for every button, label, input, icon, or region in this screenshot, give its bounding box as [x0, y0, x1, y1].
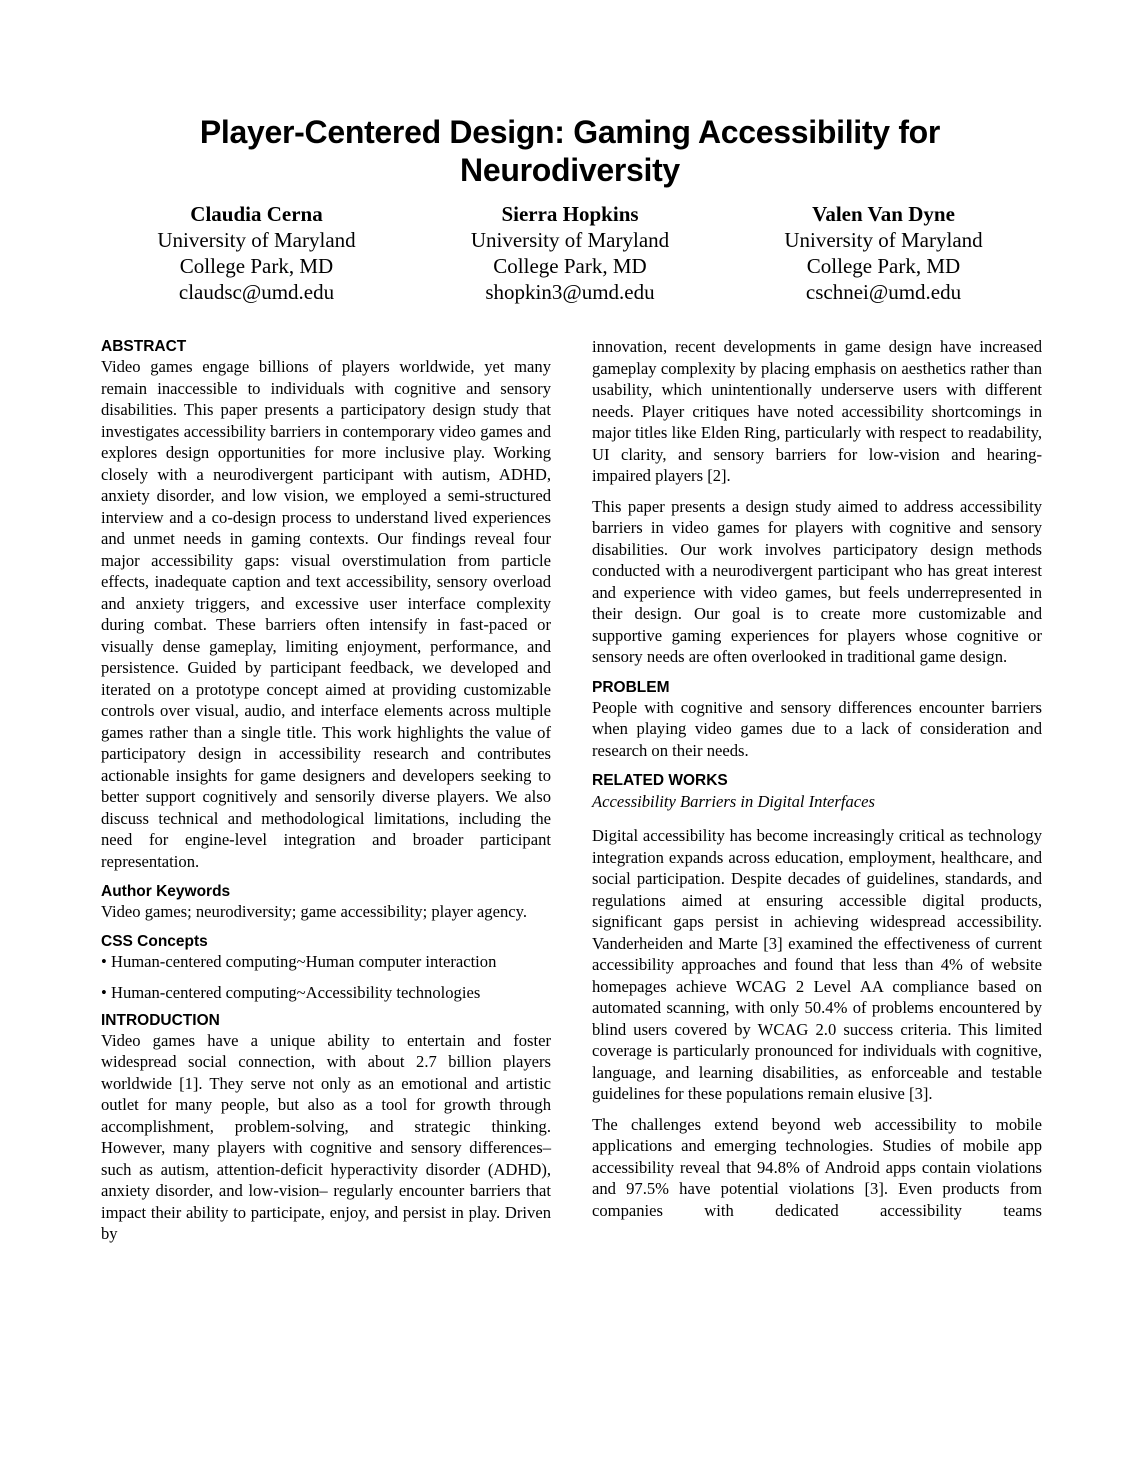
introduction-heading: INTRODUCTION	[101, 1011, 220, 1029]
author-name: Claudia Cerna	[190, 202, 323, 226]
author-affiliation: University of Maryland	[157, 228, 356, 252]
introduction-paragraph: innovation, recent developments in game design have increased gameplay complexity by placing emphasis on aesthetics rather than usability, which unintentionally underserve users with different needs. Player critiques have noted accessibility shortcomings in major titles like Elden Ring, particularly with respect to readability, UI clarity, and sensory barriers for low-vision and hearing-impaired players [2].	[592, 337, 1042, 485]
author-affiliation: University of Maryland	[784, 228, 983, 252]
keywords-heading: Author Keywords	[101, 883, 231, 900]
problem-text: People with cognitive and sensory differences encounter barriers when playing video games due to a lack of consideration and research on their needs.	[592, 697, 1042, 760]
author-location: College Park, MD	[179, 254, 334, 278]
author-location: College Park, MD	[493, 254, 647, 278]
concept-item: • Human-centered computing~Accessibility technologies	[101, 983, 481, 1002]
related-works-heading: RELATED WORKS	[592, 772, 728, 789]
author-email: cschnei@umd.edu	[805, 280, 962, 304]
author-name: Valen Van Dyne	[812, 202, 955, 226]
introduction-paragraph: This paper presents a design study aimed to address accessibility barriers in video games for players with cognitive and sensory disabilities. Our work involves participatory design methods conducted with a neurodivergent participant who has great interest and experience with video games, but feels underrepresented in their design. Our goal is to create more customizable and supportive gaming experiences for players whose cognitive or sensory needs are often overlooked in traditional game design.	[592, 496, 1042, 666]
keywords-text: Video games; neurodiversity; game accessibility; player agency.	[101, 902, 527, 921]
author-1	[100, 201, 413, 305]
problem-heading: PROBLEM	[592, 678, 670, 696]
related-works-subheading: Accessibility Barriers in Digital Interfaces	[592, 792, 875, 811]
introduction-paragraph: Video games have a unique ability to entertain and foster widespread social connection, with about 2.7 billion players worldwide [1]. They serve not only as an emotional and artistic outlet for many people, but also as a tool for growth through accomplishment, problem-solving, and strategic thinking. However, many players with cognitive and sensory differences– such as autism, attention-deficit hyperactivity disorder (ADHD), anxiety disorder, and low-vision– regularly encounter barriers that impact their ability to participate, enjoy, and persist in play. Driven by	[101, 1030, 551, 1243]
paper-title: Player-Centered Design: Gaming Accessibility for Neurodiversity	[199, 114, 941, 188]
right-column	[592, 336, 1042, 1230]
concept-item: • Human-centered computing~Human computer interaction	[101, 951, 497, 971]
author-affiliation: University of Maryland	[470, 228, 670, 252]
related-works-paragraph: Digital accessibility has become increasingly critical as technology integration expands across education, employment, healthcare, and social participation. Despite decades of guidelines, standards, and regulations aimed at ensuring accessible digital products, significant gaps persist in achieving widespread accessibility. Vanderheiden and Marte [3] examined the effectiveness of current accessibility approaches and found that less than 4% of website homepages achieve WCAG 2 Level AA compliance based on automated scanning, with only 50.4% of problems encountered by blind users covered by WCAG 2.0 success criteria. This limited coverage is particularly pronounced for individuals with cognitive, language, and learning disabilities, as enforceable and testable guidelines for these populations remain elusive [3].	[592, 826, 1042, 1103]
author-location: College Park, MD	[806, 254, 961, 278]
related-works-paragraph: The challenges extend beyond web accessibility to mobile applications and emerging technologies. Studies of mobile app accessibility reveal that 94.8% of Android apps contain violations and 97.5% have potential violations [3]. Even products from companies with dedicated accessibility teams	[592, 1114, 1042, 1220]
left-column	[101, 336, 551, 1254]
author-name: Sierra Hopkins	[501, 202, 639, 226]
author-email: shopkin3@umd.edu	[485, 280, 655, 304]
author-block	[100, 201, 1040, 305]
abstract-heading: ABSTRACT	[101, 338, 187, 355]
author-email: claudsc@umd.edu	[178, 280, 335, 304]
author-3	[727, 201, 1040, 305]
abstract-text: Video games engage billions of players worldwide, yet many remain inaccessible to individuals with cognitive and sensory disabilities. This paper presents a participatory design study that investigates accessibility barriers in contemporary video games and explores design opportunities for more inclusive play. Working closely with a neurodivergent participant with autism, ADHD, anxiety disorder, and low vision, we employed a semi-structured interview and a co-design process to understand lived experiences and unmet needs in gaming contexts. Our findings reveal four major accessibility gaps: visual overstimulation from particle effects, inadequate caption and text accessibility, sensory overload and anxiety triggers, and excessive user interface complexity during combat. These barriers often intensify in fast-paced or visually dense gameplay, limiting enjoyment, performance, and persistence. Guided by participant feedback, we developed and iterated on a prototype concept aimed at providing customizable controls over visual, audio, and interface elements across multiple games rather than a single title. This work highlights the value of participatory design in accessibility research and contributes actionable insights for game designers and developers seeking to better support cognitively and sensorily diverse players. We also discuss technical and methodological limitations, including the need for engine-level integration and broader participant representation.	[101, 357, 551, 871]
concepts-heading: CSS Concepts	[101, 932, 208, 950]
author-2	[414, 201, 727, 305]
